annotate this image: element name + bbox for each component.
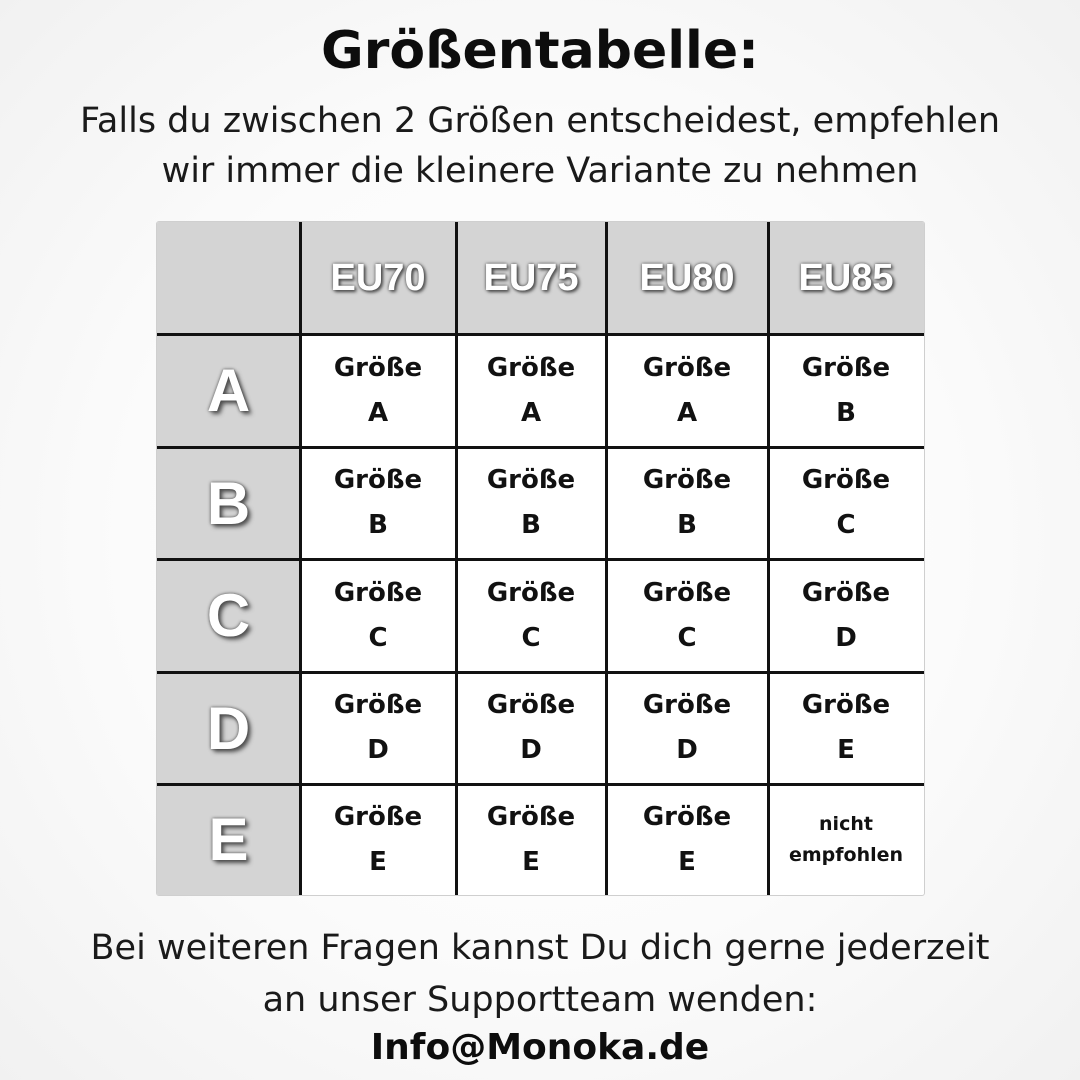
row-header-b: B: [206, 469, 251, 537]
size-cell-b-eu80: [606, 447, 768, 559]
size-cell-label: Größe: [333, 352, 423, 383]
size-cell-c-eu75: [456, 559, 606, 672]
row-header-a: A: [206, 357, 251, 424]
size-chart-table: [156, 221, 925, 896]
size-cell-label: Größe: [486, 690, 576, 720]
grid-divider-horizontal: [157, 671, 924, 674]
grid-divider-horizontal: [157, 783, 924, 786]
size-cell-value: C: [521, 622, 541, 653]
grid-divider-horizontal: [157, 333, 924, 336]
size-cell-label: Größe: [486, 352, 576, 383]
size-cell-value: D: [367, 735, 389, 765]
size-cell-c-eu70: [300, 559, 456, 672]
size-cell-value: C: [368, 622, 388, 653]
size-cell-value: C: [677, 622, 697, 653]
size-cell-label: Größe: [486, 465, 576, 495]
size-cell-value: D: [676, 735, 698, 765]
size-cell-label: Größe: [333, 577, 423, 608]
size-cell-label: Größe: [642, 465, 732, 495]
size-cell-d-eu80: [606, 672, 768, 784]
size-cell-value: D: [835, 622, 857, 653]
column-header-eu85: EU85: [798, 256, 894, 299]
size-cell-b-eu75: [456, 447, 606, 559]
size-cell-value: E: [837, 735, 855, 765]
size-cell-label: Größe: [801, 465, 891, 495]
size-cell-value: C: [836, 510, 856, 540]
row-header-d: D: [206, 694, 251, 762]
size-cell-label: Größe: [642, 352, 732, 383]
column-header-eu70: EU70: [330, 256, 426, 299]
size-cell-label: Größe: [486, 577, 576, 608]
support-email-link[interactable]: Info@Monoka.de: [370, 1027, 710, 1068]
size-cell-value: A: [676, 397, 698, 428]
size-cell-label: Größe: [801, 352, 891, 383]
size-cell-value: E: [522, 846, 540, 877]
size-cell-value: A: [520, 397, 542, 428]
size-cell-label: Größe: [486, 801, 576, 832]
size-cell-label: Größe: [333, 801, 423, 832]
size-cell-value: B: [677, 510, 697, 540]
size-cell-label: Größe: [642, 577, 732, 608]
size-cell-e-eu80: [606, 784, 768, 895]
size-cell-c-eu80: [606, 559, 768, 672]
row-header-c: C: [206, 582, 251, 649]
size-cell-value: E: [678, 846, 696, 877]
row-header-e: E: [208, 806, 249, 873]
size-cell-value: B: [521, 510, 541, 540]
size-cell-value: B: [368, 510, 388, 540]
column-header-eu80: EU80: [639, 256, 735, 299]
subtitle: [0, 96, 1080, 196]
size-cell-a-eu80: [606, 334, 768, 447]
footer-line-2: an unser Supportteam wenden:: [262, 980, 818, 1020]
footer-note: [0, 922, 1080, 1026]
footer-line-1: Bei weiteren Fragen kannst Du dich gerne jederzeit: [90, 928, 990, 968]
size-cell-d-eu85: [768, 672, 924, 784]
size-cell-label: Größe: [333, 465, 423, 495]
size-cell-b-eu70: [300, 447, 456, 559]
size-cell-label: Größe: [642, 690, 732, 720]
size-cell-a-eu75: [456, 334, 606, 447]
size-cell-a-eu85: [768, 334, 924, 447]
size-cell-label: Größe: [801, 577, 891, 608]
size-cell-label: Größe: [801, 690, 891, 720]
size-cell-e-eu85: [768, 784, 924, 895]
subtitle-line-2: wir immer die kleinere Variante zu nehmen: [161, 151, 919, 191]
size-cell-e-eu75: [456, 784, 606, 895]
subtitle-line-1: Falls du zwischen 2 Größen entscheidest, empfehlen: [80, 101, 1000, 141]
size-cell-value: A: [367, 397, 389, 428]
size-cell-d-eu70: [300, 672, 456, 784]
column-header-eu75: EU75: [483, 256, 579, 299]
size-cell-label: Größe: [333, 690, 423, 720]
size-cell-a-eu70: [300, 334, 456, 447]
size-cell-d-eu75: [456, 672, 606, 784]
size-cell-c-eu85: [768, 559, 924, 672]
size-cell-label: nicht: [819, 812, 873, 835]
page-title: Größentabelle:: [321, 21, 759, 81]
grid-divider-horizontal: [157, 558, 924, 561]
size-cell-b-eu85: [768, 447, 924, 559]
size-cell-e-eu70: [300, 784, 456, 895]
size-cell-value: B: [836, 397, 856, 428]
size-cell-value: empfohlen: [788, 843, 904, 866]
size-cell-label: Größe: [642, 801, 732, 832]
size-cell-value: D: [520, 735, 542, 765]
size-cell-value: E: [369, 846, 387, 877]
grid-divider-horizontal: [157, 446, 924, 449]
